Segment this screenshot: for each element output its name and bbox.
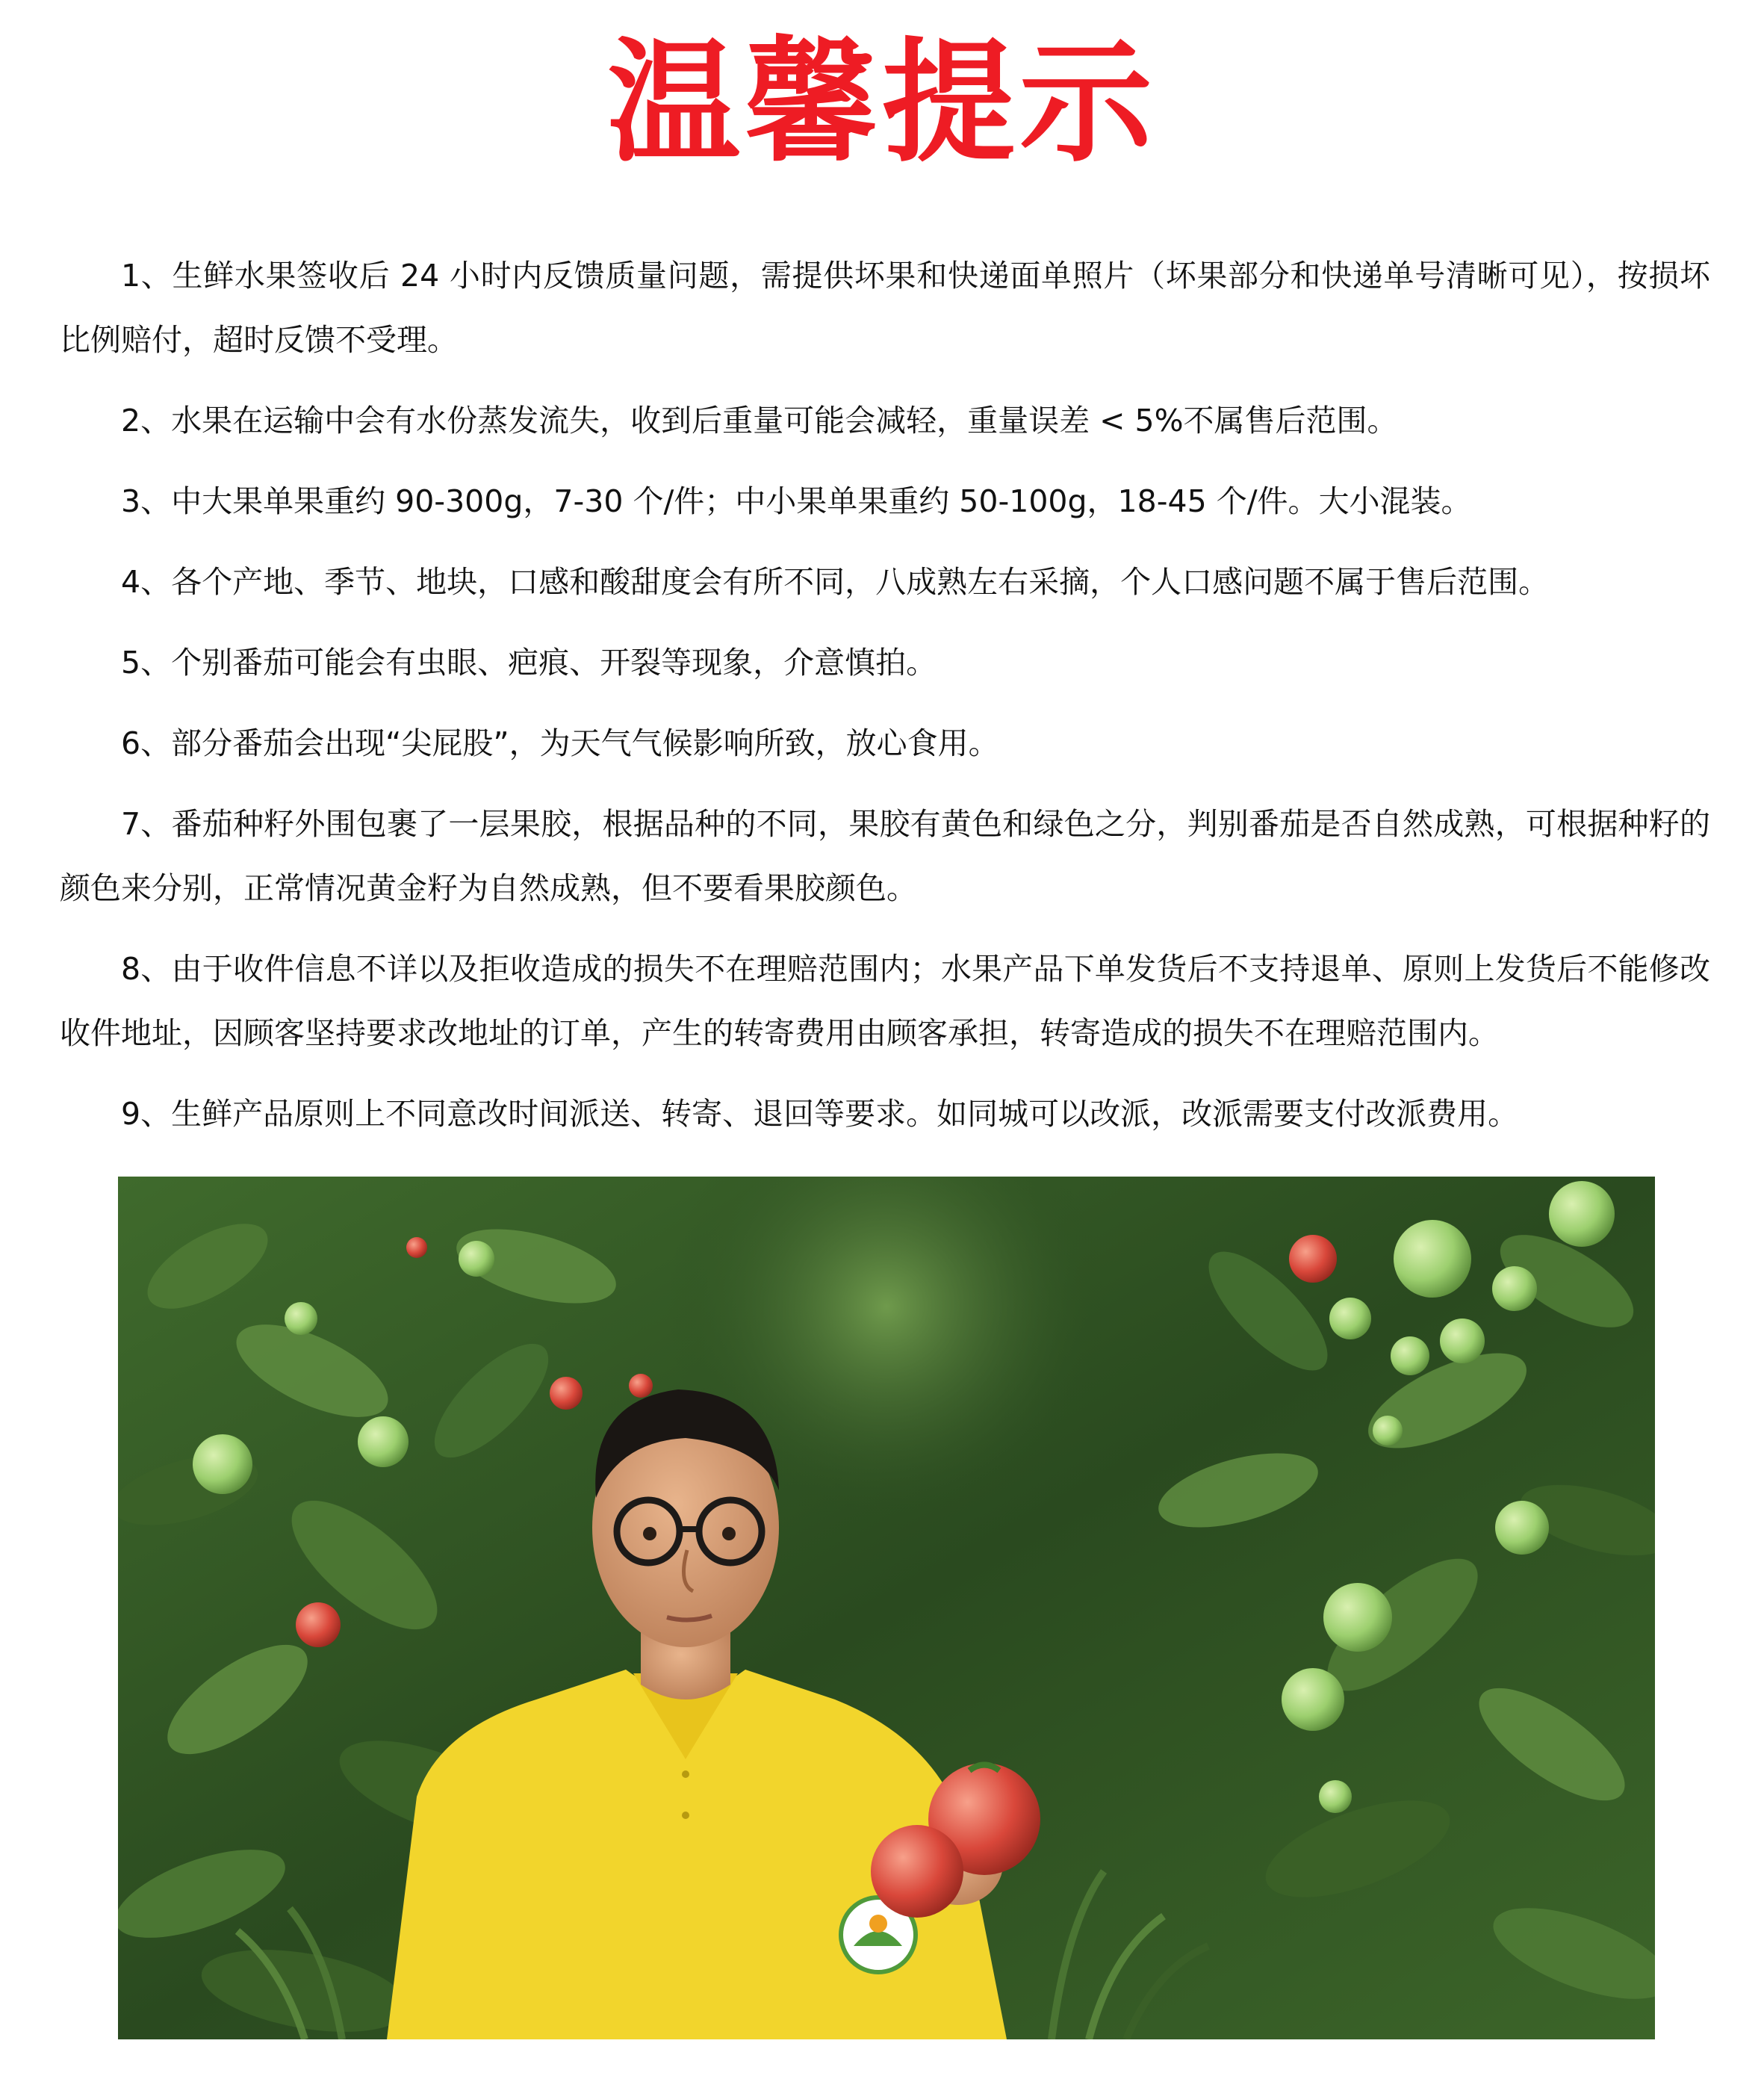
notice-item-5: 5、个别番茄可能会有虫眼、疤痕、开裂等现象，介意慎拍。 xyxy=(121,645,937,681)
notice-item-9: 9、生鲜产品原则上不同意改时间派送、转寄、退回等要求。如同城可以改派，改派需要支付改派费用。 xyxy=(121,1096,1519,1132)
notice-item-2: 2、水果在运输中会有水份蒸发流失，收到后重量可能会减轻，重量误差 < 5%不属售后范围。 xyxy=(121,403,1398,439)
photo-illustration xyxy=(118,1177,1655,2039)
notice-item-3: 3、中大果单果重约 90-300g，7-30 个/件；中小果单果重约 50-100g，18-45 个/件。大小混装。 xyxy=(121,483,1472,519)
farmer-tomato-photo xyxy=(118,1177,1655,2039)
page-title: 温馨提示 xyxy=(607,25,1157,180)
notice-item-7: 7、番茄种籽外围包裹了一层果胶，根据品种的不同，果胶有黄色和绿色之分，判别番茄是否自然成熟，可根据种籽的颜色来分别，正常情况黄金籽为自然成熟，但不要看果胶颜色。 xyxy=(60,806,1710,906)
notice-item-1: 1、生鲜水果签收后 24 小时内反馈质量问题，需提供坏果和快递面单照片（坏果部分和快递单号清晰可见），按损坏比例赔付，超时反馈不受理。 xyxy=(60,258,1710,358)
notice-list xyxy=(60,244,1710,1162)
notice-item-6: 6、部分番茄会出现“尖屁股”，为天气气候影响所致，放心食用。 xyxy=(121,725,999,761)
notice-item-8: 8、由于收件信息不详以及拒收造成的损失不在理赔范围内；水果产品下单发货后不支持退单、原则上发货后不能修改收件地址，因顾客坚持要求改地址的订单，产生的转寄费用由顾客承担，转寄造成的损失不在理赔范围内。 xyxy=(60,951,1710,1051)
notice-item-4: 4、各个产地、季节、地块，口感和酸甜度会有所不同，八成熟左右采摘，个人口感问题不属于售后范围。 xyxy=(121,564,1550,600)
